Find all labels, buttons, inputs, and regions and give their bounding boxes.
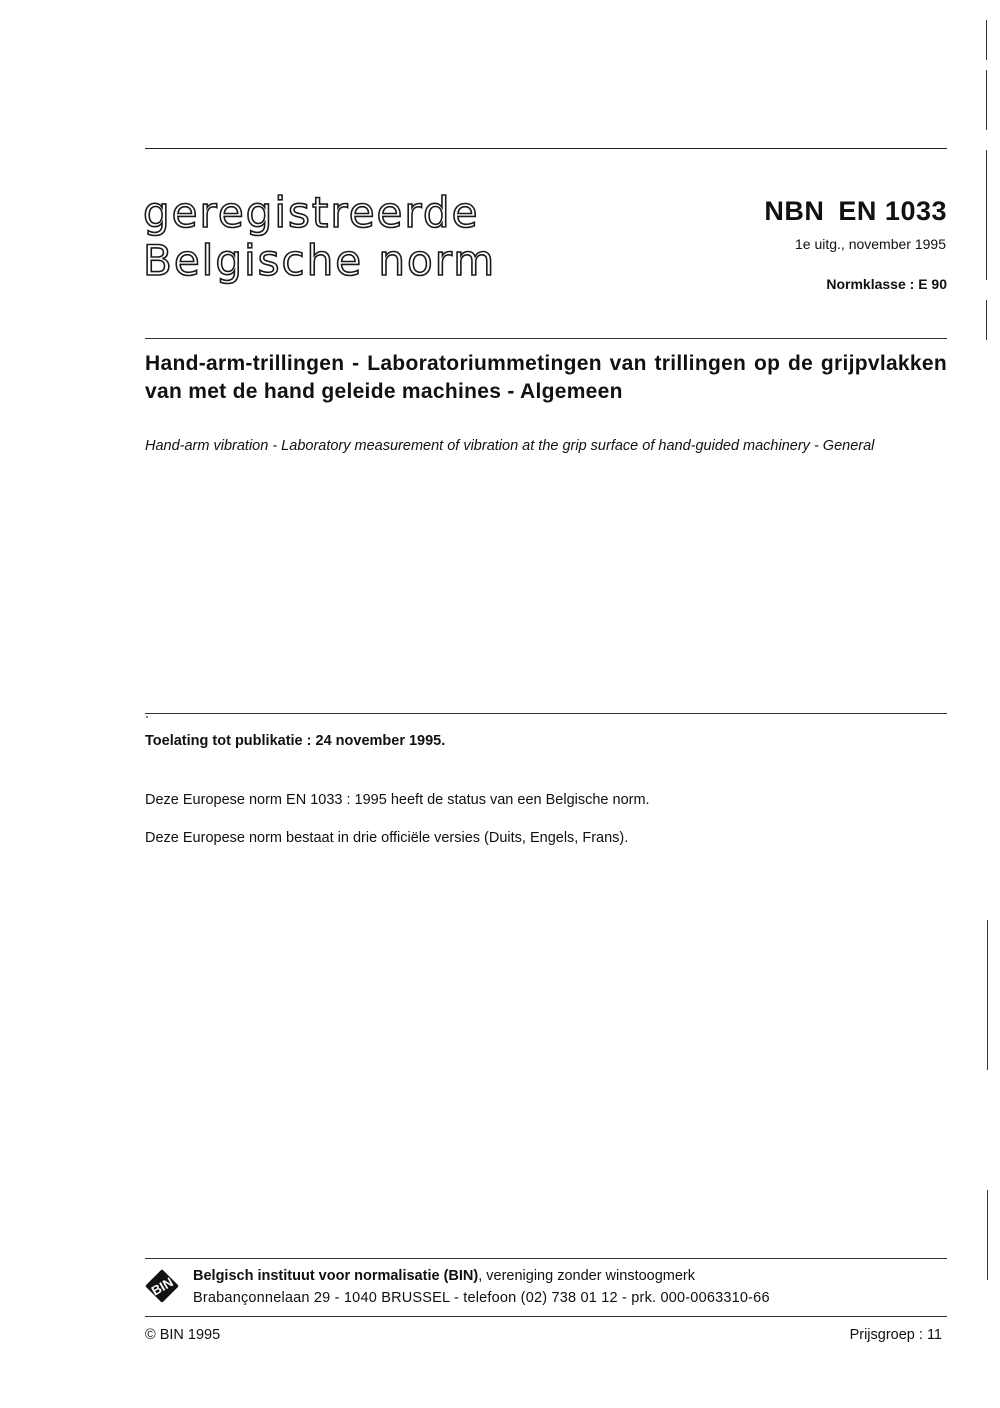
registered-standard-heading-line2: Belgische norm [143,236,497,285]
scan-edge-mark [986,300,987,340]
registered-standard-heading-line1: geregistreerde [143,188,480,237]
footer-top-rule [145,1258,947,1259]
title-dutch: Hand-arm-trillingen - Laboratoriummetingen van trillingen op de grijpvlakken van met de hand geleide machines - Algemeen [145,352,947,403]
footer-bottom-rule [145,1316,947,1317]
edition-label: 1e uitg., november 1995 [795,236,946,252]
norm-number: EN 1033 [838,196,947,226]
normklasse-label: Normklasse : E 90 [826,276,947,292]
scan-edge-mark [987,1190,988,1280]
norm-code [764,196,947,227]
approval-date: Toelating tot publikatie : 24 november 1995. [145,733,446,749]
copyright: © BIN 1995 [145,1327,221,1343]
price-group: Prijsgroep : 11 [849,1327,942,1343]
approval-top-rule [145,713,947,714]
bin-logo-lettering: BIN [148,1274,176,1299]
institute-line [193,1268,695,1284]
institute-name: Belgisch instituut voor normalisatie (BIN) [193,1268,479,1284]
scan-edge-mark [986,150,987,280]
versions-sentence: Deze Europese norm bestaat in drie officiële versies (Duits, Engels, Frans). [145,830,629,846]
institute-suffix: , vereniging zonder winstoogmerk [478,1268,696,1284]
scan-edge-mark [986,20,987,60]
title-english: Hand-arm vibration - Laboratory measurement of vibration at the grip surface of hand-guided machinery - General [145,438,875,454]
rule-speck [146,716,148,718]
institute-address: Brabançonnelaan 29 - 1040 BRUSSEL - telefoon (02) 738 01 12 - prk. 000-0063310-66 [193,1290,770,1306]
title-top-rule [145,338,947,339]
bin-logo [144,1268,180,1304]
scan-edge-mark [987,920,988,1070]
norm-prefix: NBN [764,196,825,226]
header-top-rule [145,148,947,149]
scan-edge-mark [986,70,987,130]
status-sentence: Deze Europese norm EN 1033 : 1995 heeft de status van een Belgische norm. [145,792,650,808]
